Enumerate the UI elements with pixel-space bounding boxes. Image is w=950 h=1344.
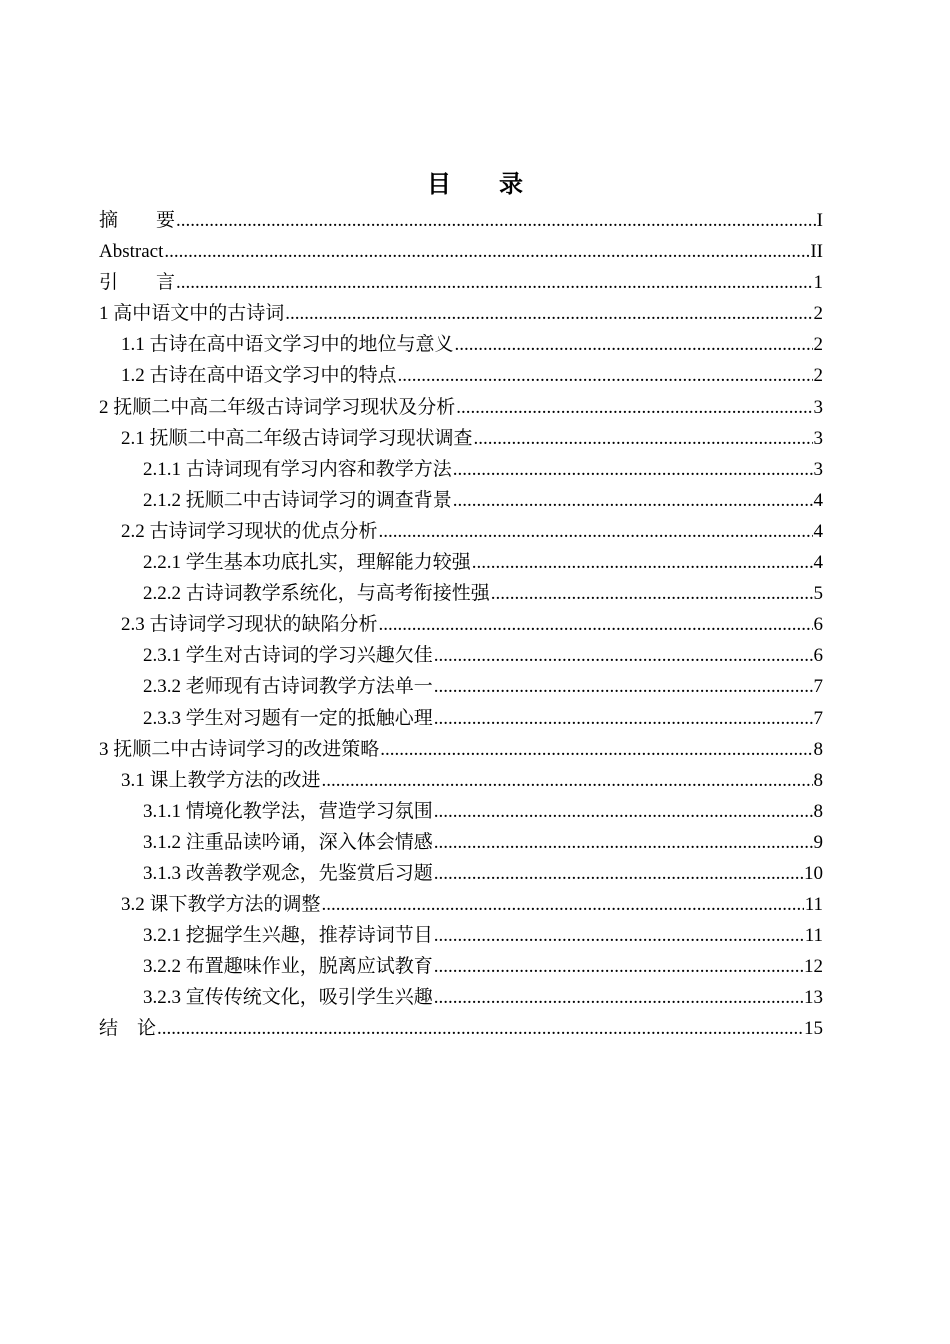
toc-entry[interactable] [99,640,823,671]
toc-entry-label: 2.1.1 古诗词现有学习内容和教学方法 [143,458,452,480]
toc-entry-label: 1 高中语文中的古诗词 [99,303,285,325]
toc-entry-page-number: 7 [813,707,823,729]
toc-entry-label: 3.2.3 宣传传统文化，吸引学生兴趣 [143,987,433,1009]
toc-entry-page-number: 11 [804,925,823,947]
toc-leader-dots [434,671,813,702]
toc-entry[interactable] [99,205,823,236]
toc-entry[interactable] [99,578,823,609]
toc-entry-page-number: 5 [813,583,823,605]
toc-entry[interactable] [99,671,823,702]
toc-entry-page-number: 1 [813,272,823,294]
toc-entry[interactable] [99,516,823,547]
toc-leader-dots [434,920,804,951]
toc-entry-page-number: 3 [813,396,823,418]
toc-entry[interactable] [99,1013,823,1044]
toc-entry[interactable] [99,982,823,1013]
toc-entry-label: 摘 要 [99,210,176,231]
toc-entry-page-number: 8 [813,738,823,760]
toc-entry[interactable] [99,360,823,391]
toc-leader-dots [285,298,812,329]
toc-entry-label: 2.3 古诗词学习现状的缺陷分析 [121,614,378,636]
toc-entry-label: 2.3.2 老师现有古诗词教学方法单一 [143,676,433,698]
toc-entry-label: 2.3.1 学生对古诗词的学习兴趣欠佳 [143,645,433,667]
toc-entry-label: 3.2.2 布置趣味作业，脱离应试教育 [143,956,433,978]
toc-entry[interactable] [99,734,823,765]
toc-leader-dots [176,267,812,298]
toc-leader-dots [456,392,812,423]
toc-entry-page-number: 8 [813,769,823,791]
toc-leader-dots [164,236,809,267]
table-of-contents [99,205,823,1045]
toc-entry-page-number: 7 [813,676,823,698]
toc-entry[interactable] [99,454,823,485]
toc-entry-label: 2 抚顺二中高二年级古诗词学习现状及分析 [99,396,456,418]
toc-entry-page-number: 6 [813,645,823,667]
toc-entry[interactable] [99,609,823,640]
toc-leader-dots [434,703,813,734]
toc-entry-label: 3 抚顺二中古诗词学习的改进策略 [99,738,380,760]
toc-entry[interactable] [99,547,823,578]
toc-entry-page-number: 3 [813,458,823,480]
toc-leader-dots [491,578,813,609]
toc-leader-dots [398,360,813,391]
toc-entry-page-number: 4 [813,489,823,511]
toc-entry-page-number: 3 [813,427,823,449]
toc-entry-page-number: 4 [813,552,823,574]
toc-leader-dots [322,889,804,920]
toc-entry-label: 3.1.2 注重品读吟诵，深入体会情感 [143,831,433,853]
toc-entry-label: 3.1 课上教学方法的改进 [121,769,321,791]
toc-entry-page-number: I [816,210,823,231]
toc-title: 目录 [427,170,571,198]
toc-entry-page-number: 2 [813,334,823,356]
toc-entry-label: 3.1.1 情境化教学法，营造学习氛围 [143,800,433,822]
toc-entry-page-number: II [810,241,823,263]
toc-leader-dots [434,982,803,1013]
toc-entry-label: 2.1 抚顺二中高二年级古诗词学习现状调查 [121,427,473,449]
toc-leader-dots [380,734,812,765]
toc-entry[interactable] [99,951,823,982]
toc-entry-label: 3.2.1 挖掘学生兴趣，推荐诗词节目 [143,925,433,947]
toc-entry-page-number: 12 [804,956,823,978]
toc-entry-page-number: 2 [813,303,823,325]
toc-leader-dots [322,765,813,796]
toc-entry[interactable] [99,236,823,267]
toc-leader-dots [455,329,813,360]
toc-entry[interactable] [99,298,823,329]
toc-entry-label: 2.2.2 古诗词教学系统化，与高考衔接性强 [143,583,490,605]
toc-entry[interactable] [99,920,823,951]
toc-leader-dots [472,547,813,578]
toc-entry-page-number: 2 [813,365,823,387]
toc-entry[interactable] [99,858,823,889]
toc-entry-label: 1.2 古诗在高中语文学习中的特点 [121,365,397,387]
toc-leader-dots [453,454,813,485]
toc-entry[interactable] [99,267,823,298]
toc-entry-page-number: 13 [804,987,823,1009]
toc-entry-label: 结 论 [99,1018,157,1040]
toc-leader-dots [434,796,813,827]
toc-entry-label: 2.2.1 学生基本功底扎实，理解能力较强 [143,552,471,574]
toc-entry-page-number: 6 [813,614,823,636]
toc-entry[interactable] [99,796,823,827]
toc-leader-dots [434,640,813,671]
toc-entry[interactable] [99,889,823,920]
toc-entry-page-number: 11 [804,894,823,916]
toc-entry-label: 2.2 古诗词学习现状的优点分析 [121,520,378,542]
toc-entry-label: 引 言 [99,272,176,294]
toc-entry-page-number: 9 [813,831,823,853]
toc-leader-dots [453,485,813,516]
toc-entry-page-number: 8 [813,800,823,822]
toc-leader-dots [474,423,813,454]
toc-entry[interactable] [99,765,823,796]
toc-entry[interactable] [99,329,823,360]
toc-entry-page-number: 4 [813,520,823,542]
toc-entry-label: 1.1 古诗在高中语文学习中的地位与意义 [121,334,454,356]
toc-entry[interactable] [99,703,823,734]
toc-leader-dots [157,1013,803,1044]
toc-entry[interactable] [99,827,823,858]
toc-entry-page-number: 15 [804,1018,823,1040]
toc-leader-dots [434,827,813,858]
toc-entry[interactable] [99,392,823,423]
toc-entry-label: 2.1.2 抚顺二中古诗词学习的调查背景 [143,489,452,511]
toc-entry[interactable] [99,485,823,516]
toc-leader-dots [434,858,803,889]
toc-entry-label: Abstract [99,241,164,263]
toc-entry[interactable] [99,423,823,454]
toc-leader-dots [434,951,803,982]
toc-entry-page-number: 10 [804,862,823,884]
toc-leader-dots [379,609,813,640]
toc-entry-label: 3.2 课下教学方法的调整 [121,894,321,916]
toc-entry-label: 3.1.3 改善教学观念，先鉴赏后习题 [143,862,433,884]
toc-leader-dots [379,516,813,547]
toc-leader-dots [176,205,816,236]
toc-entry-label: 2.3.3 学生对习题有一定的抵触心理 [143,707,433,729]
